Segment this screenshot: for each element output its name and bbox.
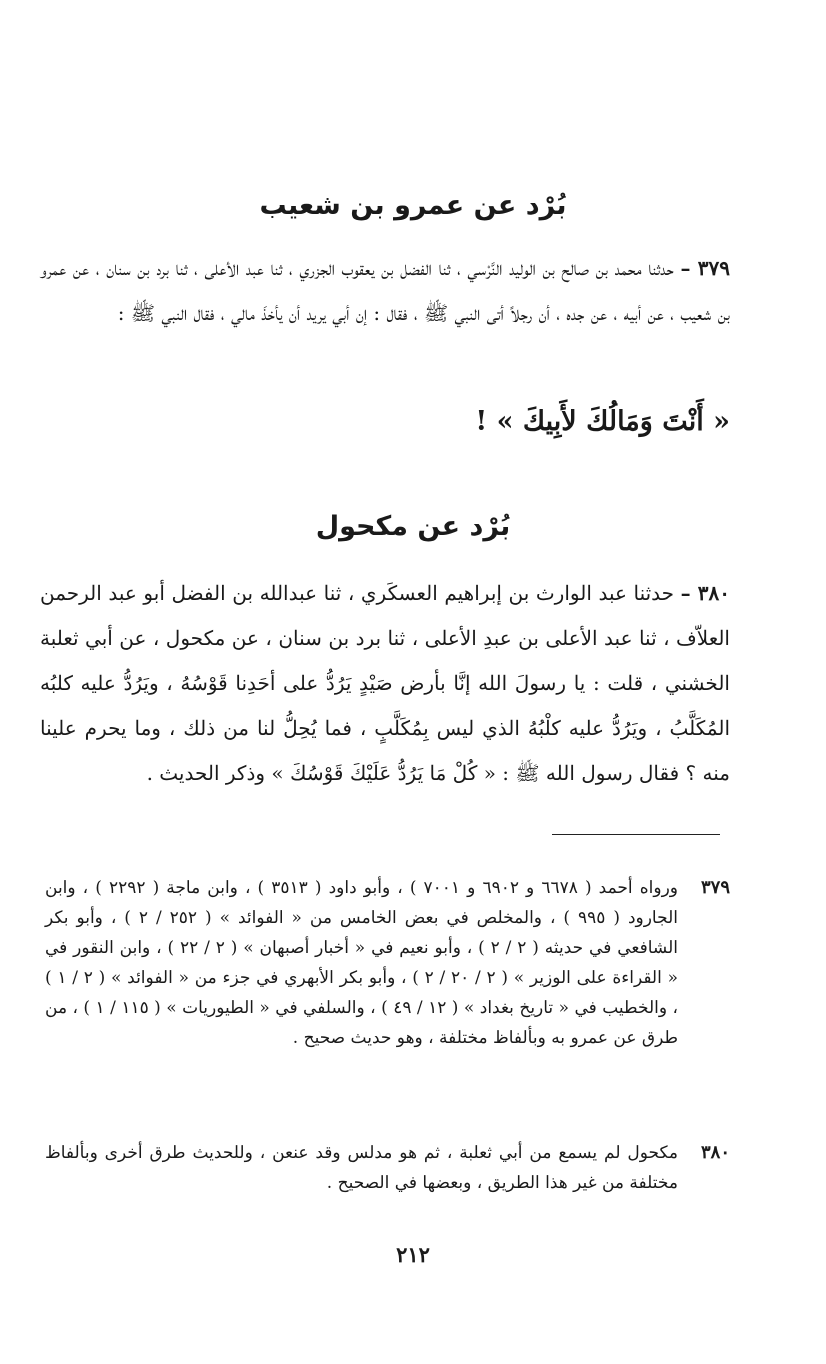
section-title-burd-amr: بُرْد عن عمرو بن شعيب [259,190,567,221]
footnote-number-380: ٣٨٠ [700,1142,730,1163]
hadith-379-quote: « أَنْتَ وَمَالُكَ لأَبِيكَ » ! [475,406,730,437]
footnote-380 [45,1138,730,1198]
hadith-text-379: حدثنا محمد بن صالح بن الوليد النَّرْسي ، ثنا الفضل بن يعقوب الجزري ، ثنا عبد الأعلى ، ثنا برد بن سنان ، عن عمرو بن شعيب ، عن أبيه ، عن جده ، أن رجلاً أتى النبي ﷺ ، فقال : إن أبي يريد أن يأخذَ مالي ، فقال النبي ﷺ : [40,256,730,325]
footnote-text-379: ورواه أحمد ( ٦٦٧٨ و ٦٩٠٢ و ٧٠٠١ ) ، وأبو داود ( ٣٥١٣ ) ، وابن ماجة ( ٢٢٩٢ ) ، وابن الجارود ( ٩٩٥ ) ، والمخلص في بعض الخامس من « الفوائد » ( ٢٥٢ / ٢ ) ، وأبو بكر الشافعي في حديثه ( ٢ / ٢ ) ، وأبو نعيم في « أخبار أصبهان » ( ٢ / ٢٢ ) ، وابن النقور في « القراءة على الوزير » ( ٢ / ٢٠ / ٢ ) ، وأبو بكر الأبهري في جزء من « الفوائد » ( ٢ / ١ ) ، والخطيب في « تاريخ بغداد » ( ١٢ / ٤٩ ) ، والسلفي في « الطيوريات » ( ١١٥ / ١ ) ، من طرق عن عمرو به وبألفاظ مختلفة ، وهو حديث صحيح . [45,878,679,1048]
hadith-380 [40,571,730,796]
footnote-number-379: ٣٧٩ [700,877,730,898]
hadith-text-380: حدثنا عبد الوارث بن إبراهيم العسكَري ، ثنا عبدالله بن الفضل أبو عبد الرحمن العلاّف ، ثنا عبد الأعلى بن عبدِ الأعلى ، ثنا برد بن سنان ، عن مكحول ، عن أبي ثعلبة الخشني ، قلت : يا رسولَ الله إنَّا بأرض صَيْدٍ يَرُدُّ على أحَدِنا قَوْسُهُ ، ويَرُدُّ عليه كلبُه المُكَلَّبُ ، ويَرُدُّ عليه كلْبُهُ الذي ليس بِمُكَلَّبٍ ، فما يُحِلُّ لنا من ذلك ، وما يحرم علينا منه ؟ فقال رسول الله ﷺ : « كُلْ مَا يَرُدُّ عَلَيْكَ قَوْسُكَ » وذكر الحديث . [40,581,730,785]
hadith-379 [40,246,730,336]
footnote-text-380: مكحول لم يسمع من أبي ثعلبة ، ثم هو مدلس وقد عنعن ، وللحديث طرق أخرى وبألفاظ مختلفة من غير هذا الطريق ، وبعضها في الصحيح . [45,1143,678,1193]
hadith-number-379: ٣٧٩ – [680,256,731,280]
footnote-separator [552,834,720,835]
section-title-burd-makhul: بُرْد عن مكحول [315,511,511,542]
hadith-number-380: ٣٨٠ – [680,581,730,605]
footnote-379 [45,873,730,1053]
page-number: ٢١٢ [396,1242,430,1267]
